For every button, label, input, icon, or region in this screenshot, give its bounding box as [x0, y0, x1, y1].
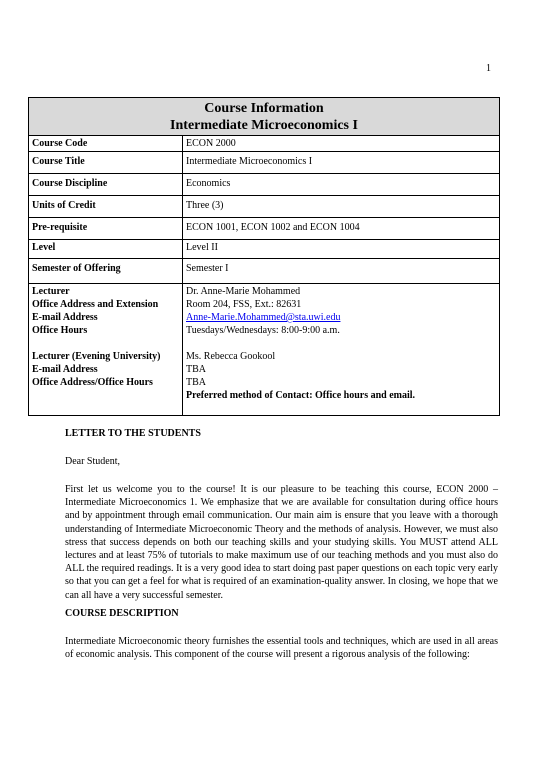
table-title: Course Information [204, 101, 324, 116]
lecturer-value: Dr. Anne-Marie Mohammed [186, 286, 301, 297]
course-description-body: Intermediate Microeconomic theory furnishes the essential tools and techniques, which are used in all areas of economic analysis. This component of the course will present a rigorous analysis of the following: [65, 636, 498, 661]
table-row [29, 218, 500, 240]
row-value: ECON 1001, ECON 1002 and ECON 1004 [183, 218, 500, 240]
level-value: Level II [183, 240, 500, 259]
course-description-heading: COURSE DESCRIPTION [65, 608, 179, 619]
course-info-table [28, 97, 500, 416]
contacts-values-cell [183, 284, 500, 416]
row-label: Course Title [29, 152, 183, 174]
table-row [29, 174, 500, 196]
contact-note: Preferred method of Contact: Office hours and email. [186, 390, 416, 401]
row-label: Pre-requisite [29, 218, 183, 240]
table-row-contacts [29, 284, 500, 416]
contacts-labels-cell [29, 284, 183, 416]
evening-lecturer-value: Ms. Rebecca Gookool [186, 351, 276, 362]
salutation: Dear Student, [65, 456, 120, 467]
table-subtitle: Intermediate Microeconomics I [170, 118, 358, 133]
table-row-semester [29, 259, 500, 284]
letter-body: First let us welcome you to the course! It is our pleasure to be teaching this course, ECON 2000 – Intermediate Microeconomics 1. We emphasize that we are available for consultation during office hours and by appointment through email communication. Our main aim is ensure that you leave with a thorough understanding of Intermediate Microeconomic Theory and the methods of analysis. However, we must also stress that success depends on both our teaching skills and your studying skills. You MUST attend ALL lectures and at least 75% of tutorials to make maximum use of our teaching methods and you must also do ALL the required readings. It is a very good idea to start doing past paper questions on each topic very early so that you can get a feel for what is required of an examination-quality answer. In closing, we hope that we can all have a very successful semester. [65, 484, 498, 601]
table-row [29, 136, 500, 152]
email-label: E-mail Address [32, 312, 98, 323]
row-value: Intermediate Microeconomics I [183, 152, 500, 174]
evening-email-label: E-mail Address [32, 364, 98, 375]
row-value: ECON 2000 [183, 136, 500, 152]
office-label: Office Address and Extension [32, 299, 159, 310]
letter-heading: LETTER TO THE STUDENTS [65, 428, 201, 439]
row-label: Course Code [29, 136, 183, 152]
evening-lecturer-label: Lecturer (Evening University) [32, 351, 161, 362]
table-title-row [29, 98, 500, 136]
lecturer-label: Lecturer [32, 286, 70, 297]
level-label: Level [29, 240, 183, 259]
table-row [29, 196, 500, 218]
evening-office-label: Office Address/Office Hours [32, 377, 153, 388]
table-row [29, 152, 500, 174]
row-label: Course Discipline [29, 174, 183, 196]
semester-value: Semester I [183, 259, 500, 284]
row-value: Economics [183, 174, 500, 196]
office-hours-label: Office Hours [32, 325, 88, 336]
evening-email-value: TBA [186, 364, 206, 375]
table-row-level [29, 240, 500, 259]
table-title-cell [29, 98, 500, 136]
office-hours-value: Tuesdays/Wednesdays: 8:00-9:00 a.m. [186, 325, 340, 336]
semester-label: Semester of Offering [29, 259, 183, 284]
page-number: 1 [486, 63, 491, 74]
office-value: Room 204, FSS, Ext.: 82631 [186, 299, 302, 310]
evening-office-value: TBA [186, 377, 206, 388]
row-value: Three (3) [183, 196, 500, 218]
email-link[interactable]: Anne-Marie.Mohammed@sta.uwi.edu [186, 312, 341, 323]
row-label: Units of Credit [29, 196, 183, 218]
